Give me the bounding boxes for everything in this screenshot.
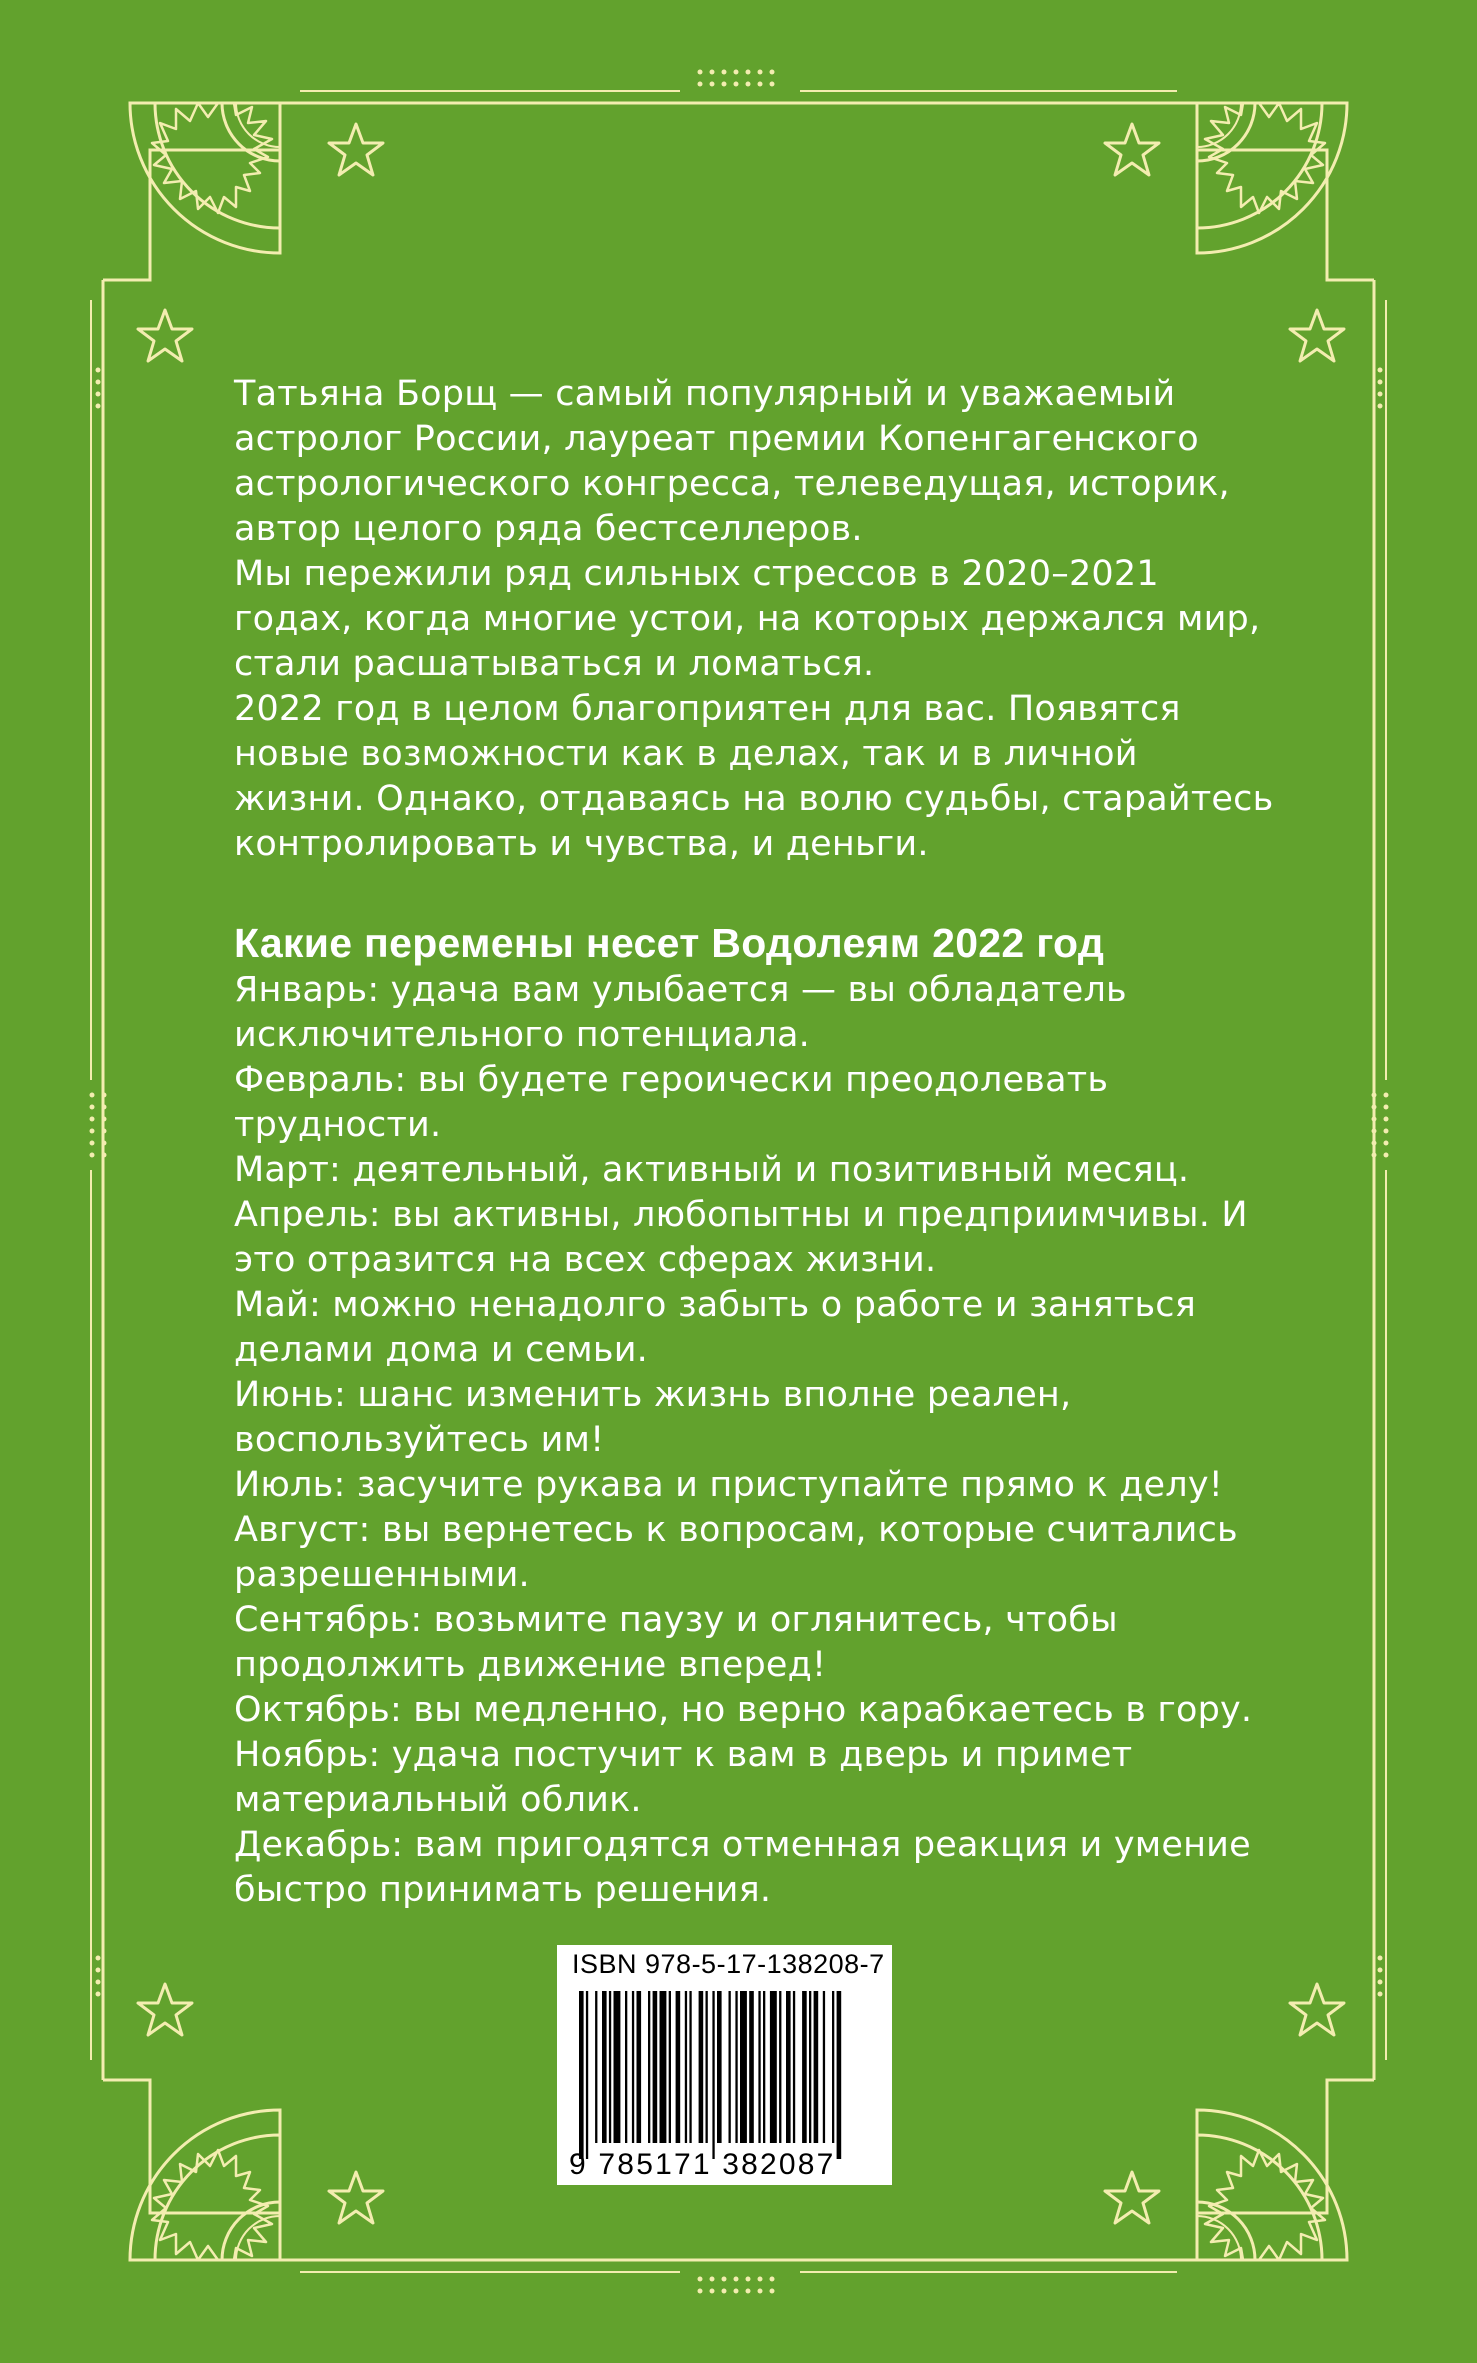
barcode-bar — [786, 1991, 791, 2143]
barcode-bar — [706, 1991, 708, 2143]
barcode-bar — [676, 1991, 681, 2143]
barcode-bar — [699, 1991, 704, 2143]
barcode-bar — [586, 1991, 588, 2159]
barcode-bar — [712, 1991, 714, 2159]
sun-fan-icon — [1197, 2110, 1347, 2260]
barcode-bar — [814, 1991, 819, 2143]
barcode-bar — [735, 1991, 737, 2143]
month-item: Сентябрь: возьмите паузу и оглянитесь, чтобы продолжить движение вперед! — [234, 1600, 1118, 1685]
intro-paragraph: Мы пережили ряд сильных стрессов в 2020–2021 годах, когда многие устои, на которых держался мир, стали расшатываться и ломаться. — [234, 554, 1261, 684]
barcode-bar — [770, 1991, 777, 2143]
barcode-bar — [809, 1991, 811, 2143]
star-icon — [1290, 1984, 1344, 2035]
month-item: Январь: удача вам улыбается — вы обладатель исключительного потенциала. — [234, 970, 1127, 1055]
barcode-bar — [802, 1991, 807, 2143]
month-item: Июль: засучите рукава и приступайте прямо к делу! — [234, 1465, 1223, 1505]
barcode-bar — [740, 1991, 747, 2143]
barcode-bar — [749, 1991, 754, 2143]
barcode-bar — [779, 1991, 781, 2143]
sun-fan-icon — [130, 103, 280, 253]
barcode-bar — [729, 1991, 731, 2143]
barcode-bar — [685, 1991, 687, 2143]
month-item: Ноябрь: удача постучит к вам в дверь и примет материальный облик. — [234, 1735, 1133, 1820]
isbn-label: ISBN 978-5-17-138208-7 — [572, 1949, 885, 1979]
barcode-bar — [823, 1991, 825, 2143]
barcode-bar — [579, 1991, 584, 2159]
month-item: Апрель: вы активны, любопытны и предприимчивы. И это отразится на всех сферах жизни. — [234, 1195, 1248, 1280]
barcode-bar — [648, 1991, 650, 2143]
barcode-bar — [763, 1991, 765, 2143]
barcode-bar — [637, 1991, 642, 2143]
barcode-bar — [602, 1991, 607, 2143]
barcode-digits: 9 785171 382087 — [569, 2148, 836, 2181]
star-icon — [1290, 310, 1344, 361]
barcode-bar — [632, 1991, 634, 2143]
month-item: Август: вы вернетесь к вопросам, которые считались разрешенными. — [234, 1510, 1238, 1595]
intro-paragraph: Татьяна Борщ — самый популярный и уважаемый астролог России, лауреат премии Копенгагенского астрологического конгресса, телеведущая, историк, автор целого ряда бестселлеров. — [234, 374, 1230, 549]
barcode-bar — [614, 1991, 621, 2143]
isbn-barcode — [557, 1945, 892, 2185]
barcode-bar — [625, 1991, 627, 2143]
star-icon — [329, 124, 383, 175]
barcode-bar — [595, 1991, 597, 2143]
star-icon — [1105, 124, 1159, 175]
barcode-bar — [653, 1991, 658, 2143]
month-item: Март: деятельный, активный и позитивный месяц. — [234, 1150, 1190, 1190]
barcode-bar — [837, 1991, 842, 2159]
barcode-bar — [758, 1991, 760, 2143]
star-icon — [329, 2172, 383, 2223]
barcode-bar — [717, 1991, 722, 2143]
star-icon — [1105, 2172, 1159, 2223]
sun-fan-icon — [130, 2110, 280, 2260]
intro-paragraph: 2022 год в целом благоприятен для вас. Появятся новые возможности как в делах, так и в личной жизни. Однако, отдаваясь на волю судьбы, старайтесь контролировать и чувства, и деньги. — [234, 689, 1274, 864]
barcode-bar — [660, 1991, 667, 2143]
barcode-bar — [689, 1991, 691, 2143]
forecast-section — [234, 918, 1274, 1913]
month-item: Февраль: вы будете героически преодолевать трудности. — [234, 1060, 1109, 1145]
sun-fan-icon — [1197, 103, 1347, 253]
month-item: Май: можно ненадолго забыть о работе и заняться делами дома и семьи. — [234, 1285, 1196, 1370]
month-item: Октябрь: вы медленно, но верно карабкаетесь в гору. — [234, 1690, 1253, 1730]
barcode-bar — [832, 1991, 834, 2143]
intro-text — [234, 372, 1274, 867]
barcode-bar — [793, 1991, 795, 2143]
barcode-bar — [669, 1991, 671, 2143]
section-heading: Какие перемены несет Водолеям 2022 год — [234, 920, 1105, 966]
barcode-bar — [609, 1991, 611, 2143]
star-icon — [138, 310, 192, 361]
star-icon — [138, 1984, 192, 2035]
month-item: Декабрь: вам пригодятся отменная реакция и умение быстро принимать решения. — [234, 1825, 1251, 1910]
month-item: Июнь: шанс изменить жизнь вполне реален, воспользуйтесь им! — [234, 1375, 1072, 1460]
